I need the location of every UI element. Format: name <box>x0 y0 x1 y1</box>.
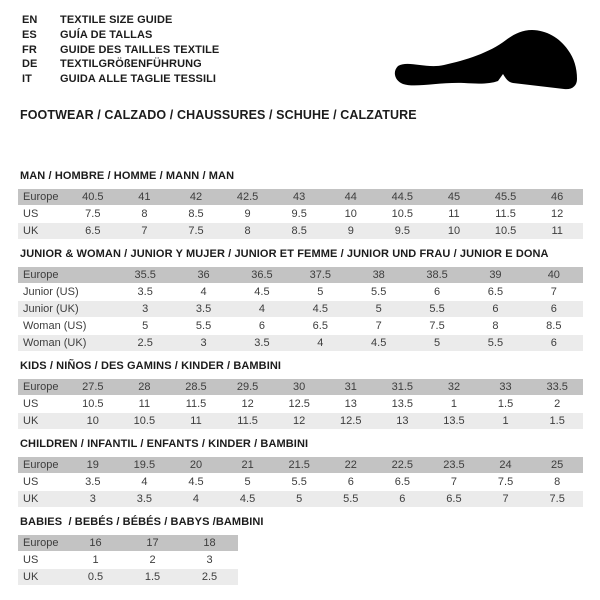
table-row <box>18 474 583 490</box>
size-value: 10 <box>67 413 119 429</box>
size-tables <box>18 170 583 586</box>
size-value: 4 <box>119 474 171 490</box>
language-code: EN <box>22 14 38 26</box>
size-value: 2 <box>124 552 181 568</box>
size-value: 5.5 <box>350 284 408 300</box>
row-label: UK <box>18 413 67 429</box>
size-table <box>18 378 583 430</box>
size-value: 7 <box>350 318 408 334</box>
size-value: 5.5 <box>466 335 524 351</box>
size-value: 1 <box>480 413 532 429</box>
size-value: 22.5 <box>377 457 429 473</box>
size-value: 41 <box>119 189 171 205</box>
size-value: 1.5 <box>480 396 532 412</box>
table-row <box>18 318 583 334</box>
section-title: KIDS / NIÑOS / DES GAMINS / KINDER / BAMBINI <box>20 359 282 372</box>
size-value: 13.5 <box>377 396 429 412</box>
table-row <box>18 535 238 551</box>
size-value: 44 <box>325 189 377 205</box>
size-value: 11 <box>531 223 583 239</box>
size-value: 4.5 <box>350 335 408 351</box>
size-value: 4 <box>291 335 349 351</box>
table-row <box>18 189 583 205</box>
size-value: 3 <box>116 301 174 317</box>
row-label: Europe <box>18 457 67 473</box>
size-value: 7.5 <box>67 206 119 222</box>
size-value: 12 <box>531 206 583 222</box>
row-label: Europe <box>18 189 67 205</box>
size-table-section <box>18 438 583 508</box>
size-value: 3 <box>181 552 238 568</box>
row-label: Europe <box>18 267 116 283</box>
size-value: 5.5 <box>408 301 466 317</box>
table-row <box>18 267 583 283</box>
size-value: 44.5 <box>377 189 429 205</box>
row-label: Woman (US) <box>18 318 116 334</box>
size-value: 12.5 <box>273 396 325 412</box>
size-value: 8 <box>531 474 583 490</box>
size-value: 6.5 <box>428 491 480 507</box>
section-title: BABIES / BEBÉS / BÉBÉS / BABYS /BAMBINI <box>20 515 264 528</box>
language-title: TEXTILE SIZE GUIDE <box>60 14 173 26</box>
language-code: FR <box>22 43 37 56</box>
size-value: 7.5 <box>408 318 466 334</box>
size-value: 4.5 <box>291 301 349 317</box>
size-table <box>18 188 583 240</box>
size-value: 16 <box>67 535 124 551</box>
size-value: 28.5 <box>170 379 222 395</box>
size-value: 6 <box>466 301 524 317</box>
table-row <box>18 396 583 412</box>
size-value: 6 <box>233 318 291 334</box>
size-value: 5 <box>273 491 325 507</box>
size-value: 37.5 <box>291 267 349 283</box>
size-value: 6 <box>408 284 466 300</box>
size-value: 10.5 <box>119 413 171 429</box>
size-value: 6 <box>377 491 429 507</box>
size-value: 6.5 <box>466 284 524 300</box>
size-table-section <box>18 360 583 430</box>
dress-shoe-path <box>395 30 577 89</box>
size-value: 18 <box>181 535 238 551</box>
size-value: 12.5 <box>325 413 377 429</box>
size-value: 7.5 <box>170 223 222 239</box>
row-label: Europe <box>18 379 67 395</box>
size-value: 10.5 <box>480 223 532 239</box>
size-value: 45.5 <box>480 189 532 205</box>
size-value: 33.5 <box>531 379 583 395</box>
size-value: 42 <box>170 189 222 205</box>
size-value: 7 <box>480 491 532 507</box>
language-title: GUÍA DE TALLAS <box>60 28 153 41</box>
size-table-section <box>18 170 583 240</box>
row-label: Junior (UK) <box>18 301 116 317</box>
size-value: 6.5 <box>291 318 349 334</box>
size-value: 8 <box>119 206 171 222</box>
size-value: 7 <box>119 223 171 239</box>
size-value: 10.5 <box>377 206 429 222</box>
size-value: 45 <box>428 189 480 205</box>
size-value: 12 <box>222 396 274 412</box>
table-row <box>18 491 583 507</box>
size-value: 0.5 <box>67 569 124 585</box>
size-value: 5 <box>291 284 349 300</box>
row-label: US <box>18 474 67 490</box>
size-value: 6 <box>325 474 377 490</box>
table-row <box>18 569 238 585</box>
size-value: 6.5 <box>67 223 119 239</box>
size-value: 23.5 <box>428 457 480 473</box>
size-table <box>18 266 583 352</box>
size-value: 1.5 <box>531 413 583 429</box>
section-title: CHILDREN / INFANTIL / ENFANTS / KINDER / BAMBINI <box>20 437 309 450</box>
size-value: 42.5 <box>222 189 274 205</box>
language-code: DE <box>22 58 38 71</box>
language-code: ES <box>22 28 37 41</box>
size-value: 9 <box>325 223 377 239</box>
language-title: GUIDE DES TAILLES TEXTILE <box>60 43 220 56</box>
language-title: TEXTILGRÖßENFÜHRUNG <box>60 58 202 71</box>
dress-shoe-icon <box>394 20 584 102</box>
size-value: 2 <box>531 396 583 412</box>
size-value: 8 <box>466 318 524 334</box>
table-row <box>18 301 583 317</box>
table-row <box>18 413 583 429</box>
size-value: 3.5 <box>116 284 174 300</box>
size-value: 11.5 <box>480 206 532 222</box>
size-value: 4 <box>233 301 291 317</box>
size-value: 11 <box>170 413 222 429</box>
size-value: 39 <box>466 267 524 283</box>
size-value: 17 <box>124 535 181 551</box>
section-title: MAN / HOMBRE / HOMME / MANN / MAN <box>20 169 235 182</box>
category-heading: FOOTWEAR / CALZADO / CHAUSSURES / SCHUHE / CALZATURE <box>20 107 417 122</box>
size-value: 40.5 <box>67 189 119 205</box>
size-value: 3.5 <box>67 474 119 490</box>
size-value: 5.5 <box>273 474 325 490</box>
language-title: GUIDA ALLE TAGLIE TESSILI <box>60 73 217 86</box>
size-value: 31 <box>325 379 377 395</box>
size-value: 22 <box>325 457 377 473</box>
size-value: 11.5 <box>170 396 222 412</box>
size-table <box>18 456 583 508</box>
size-value: 9.5 <box>273 206 325 222</box>
row-label: UK <box>18 491 67 507</box>
size-value: 5.5 <box>174 318 232 334</box>
size-value: 5 <box>350 301 408 317</box>
size-value: 24 <box>480 457 532 473</box>
size-value: 10 <box>325 206 377 222</box>
row-label: UK <box>18 223 67 239</box>
size-value: 12 <box>273 413 325 429</box>
size-value: 13 <box>325 396 377 412</box>
size-value: 29.5 <box>222 379 274 395</box>
table-row <box>18 379 583 395</box>
size-table-section <box>18 248 583 352</box>
size-value: 11.5 <box>222 413 274 429</box>
size-value: 11 <box>428 206 480 222</box>
size-value: 5 <box>222 474 274 490</box>
size-value: 5 <box>408 335 466 351</box>
row-label: Junior (US) <box>18 284 116 300</box>
size-value: 10.5 <box>67 396 119 412</box>
size-value: 35.5 <box>116 267 174 283</box>
table-row <box>18 335 583 351</box>
size-value: 8.5 <box>170 206 222 222</box>
size-value: 1 <box>428 396 480 412</box>
size-value: 43 <box>273 189 325 205</box>
size-value: 5 <box>116 318 174 334</box>
language-code: IT <box>22 73 32 86</box>
size-value: 27.5 <box>67 379 119 395</box>
row-label: US <box>18 206 67 222</box>
size-value: 10 <box>428 223 480 239</box>
size-value: 4.5 <box>222 491 274 507</box>
size-value: 3.5 <box>119 491 171 507</box>
size-value: 19 <box>67 457 119 473</box>
table-row <box>18 223 583 239</box>
size-value: 3 <box>67 491 119 507</box>
size-value: 25 <box>531 457 583 473</box>
size-value: 4 <box>170 491 222 507</box>
size-value: 9.5 <box>377 223 429 239</box>
size-value: 9 <box>222 206 274 222</box>
row-label: US <box>18 552 67 568</box>
size-value: 38 <box>350 267 408 283</box>
size-value: 5.5 <box>325 491 377 507</box>
size-value: 31.5 <box>377 379 429 395</box>
size-value: 4 <box>174 284 232 300</box>
size-value: 3.5 <box>233 335 291 351</box>
size-value: 1 <box>67 552 124 568</box>
table-row <box>18 457 583 473</box>
table-row <box>18 552 238 568</box>
size-value: 33 <box>480 379 532 395</box>
size-value: 21 <box>222 457 274 473</box>
size-value: 21.5 <box>273 457 325 473</box>
size-value: 28 <box>119 379 171 395</box>
table-row <box>18 284 583 300</box>
size-value: 6 <box>525 301 583 317</box>
row-label: Europe <box>18 535 67 551</box>
size-value: 1.5 <box>124 569 181 585</box>
row-label: Woman (UK) <box>18 335 116 351</box>
size-table <box>18 534 238 586</box>
size-value: 6 <box>525 335 583 351</box>
size-value: 20 <box>170 457 222 473</box>
size-value: 4.5 <box>233 284 291 300</box>
size-value: 38.5 <box>408 267 466 283</box>
size-value: 36 <box>174 267 232 283</box>
size-value: 7 <box>428 474 480 490</box>
size-value: 46 <box>531 189 583 205</box>
size-value: 19.5 <box>119 457 171 473</box>
size-value: 4.5 <box>170 474 222 490</box>
size-value: 3.5 <box>174 301 232 317</box>
size-value: 6.5 <box>377 474 429 490</box>
section-title: JUNIOR & WOMAN / JUNIOR Y MUJER / JUNIOR ET FEMME / JUNIOR UND FRAU / JUNIOR E DONA <box>20 247 549 260</box>
size-value: 32 <box>428 379 480 395</box>
size-value: 11 <box>119 396 171 412</box>
size-value: 8 <box>222 223 274 239</box>
size-value: 36.5 <box>233 267 291 283</box>
table-row <box>18 206 583 222</box>
size-value: 7 <box>525 284 583 300</box>
size-value: 40 <box>525 267 583 283</box>
size-value: 2.5 <box>181 569 238 585</box>
size-value: 7.5 <box>531 491 583 507</box>
size-table-section <box>18 516 583 586</box>
size-value: 30 <box>273 379 325 395</box>
size-value: 13.5 <box>428 413 480 429</box>
size-value: 8.5 <box>525 318 583 334</box>
size-value: 3 <box>174 335 232 351</box>
size-value: 13 <box>377 413 429 429</box>
size-value: 2.5 <box>116 335 174 351</box>
row-label: UK <box>18 569 67 585</box>
size-value: 7.5 <box>480 474 532 490</box>
row-label: US <box>18 396 67 412</box>
size-value: 8.5 <box>273 223 325 239</box>
